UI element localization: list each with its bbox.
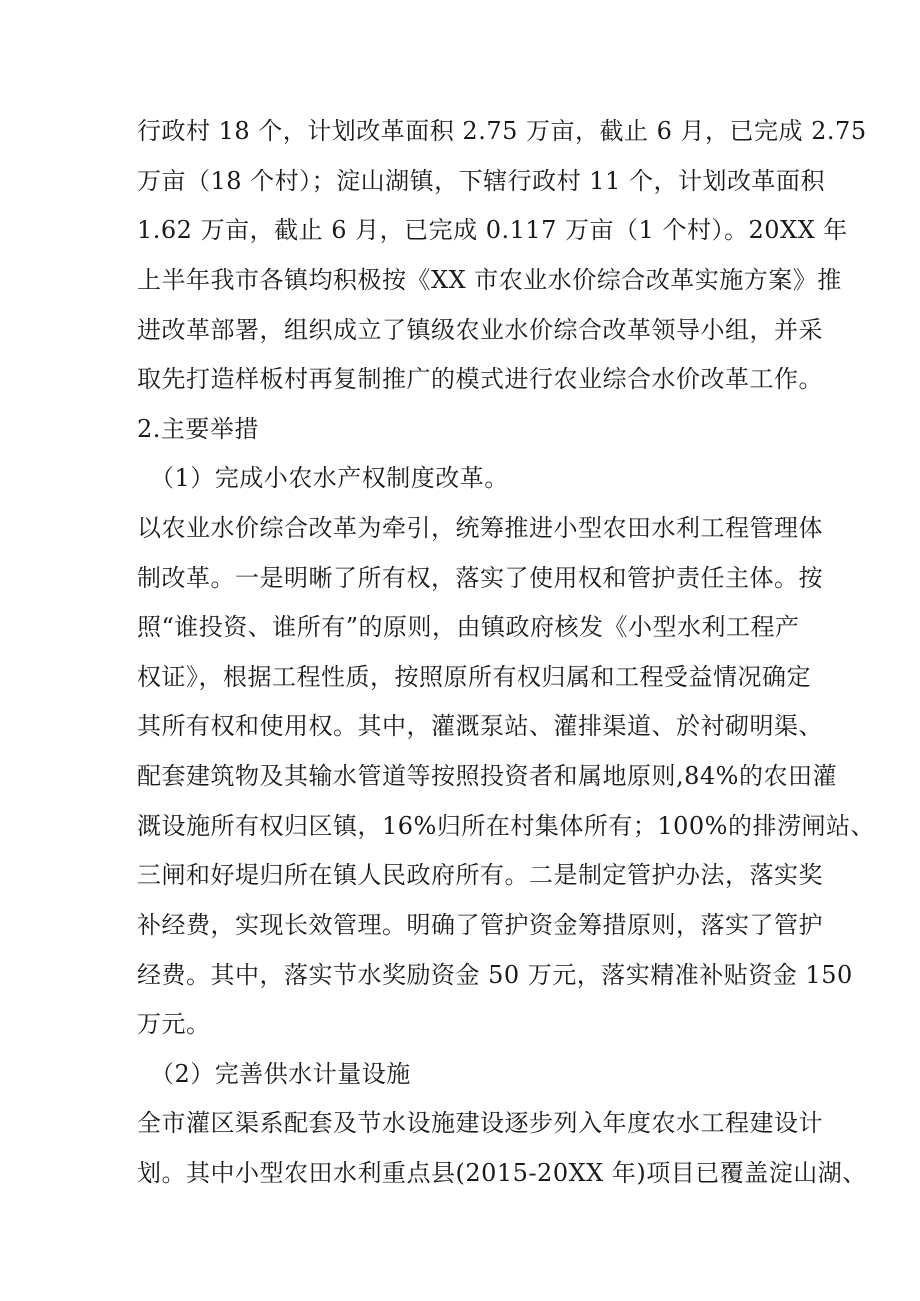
text-line: 行政村 18 个，计划改革面积 2.75 万亩，截止 6 月，已完成 2.75 — [137, 117, 867, 145]
text-line: 配套建筑物及其输水管道等按照投资者和属地原则,84%的农田灌 — [137, 762, 837, 790]
text-line: 全市灌区渠系配套及节水设施建设逐步列入年度农水工程建设计 — [137, 1109, 823, 1137]
text-line: 进改革部署，组织成立了镇级农业水价综合改革领导小组，并采 — [137, 316, 823, 344]
text-line: 划。其中小型农田水利重点县(2015-20XX 年)项目已覆盖淀山湖、 — [137, 1159, 867, 1187]
text-line: 其所有权和使用权。其中，灌溉泵站、灌排渠道、於衬砌明渠、 — [137, 712, 823, 740]
text-line: 取先打造样板村再复制推广的模式进行农业综合水价改革工作。 — [137, 365, 823, 393]
text-line: 权证》，根据工程性质，按照原所有权归属和工程受益情况确定 — [137, 663, 811, 691]
subheading: （2）完善供水计量设施 — [150, 1060, 411, 1088]
text-line: 照“谁投资、谁所有”的原则，由镇政府核发《小型水利工程产 — [137, 613, 800, 641]
text-line: 三闸和好堤归所在镇人民政府所有。二是制定管护办法，落实奖 — [137, 861, 823, 889]
section-heading: 2.主要举措 — [137, 415, 259, 443]
text-line: 万亩（18 个村）；淀山湖镇，下辖行政村 11 个，计划改革面积 — [137, 167, 825, 195]
text-line: 补经费，实现长效管理。明确了管护资金筹措原则，落实了管护 — [137, 911, 823, 939]
text-line: 溉设施所有权归区镇，16%归所在村集体所有；100%的排涝闸站、 — [137, 812, 875, 840]
text-line: 1.62 万亩，截止 6 月，已完成 0.117 万亩（1 个村）。20XX 年 — [137, 216, 848, 244]
text-line: 经费。其中，落实节水奖励资金 50 万元，落实精准补贴资金 150 — [137, 961, 853, 989]
text-line: 上半年我市各镇均积极按《XX 市农业水价综合改革实施方案》推 — [137, 266, 842, 294]
text-line: 制改革。一是明晰了所有权，落实了使用权和管护责任主体。按 — [137, 564, 823, 592]
text-line: 以农业水价综合改革为牵引，统筹推进小型农田水利工程管理体 — [137, 514, 823, 542]
text-line: 万元。 — [137, 1010, 211, 1038]
subheading: （1）完成小农水产权制度改革。 — [150, 464, 509, 492]
